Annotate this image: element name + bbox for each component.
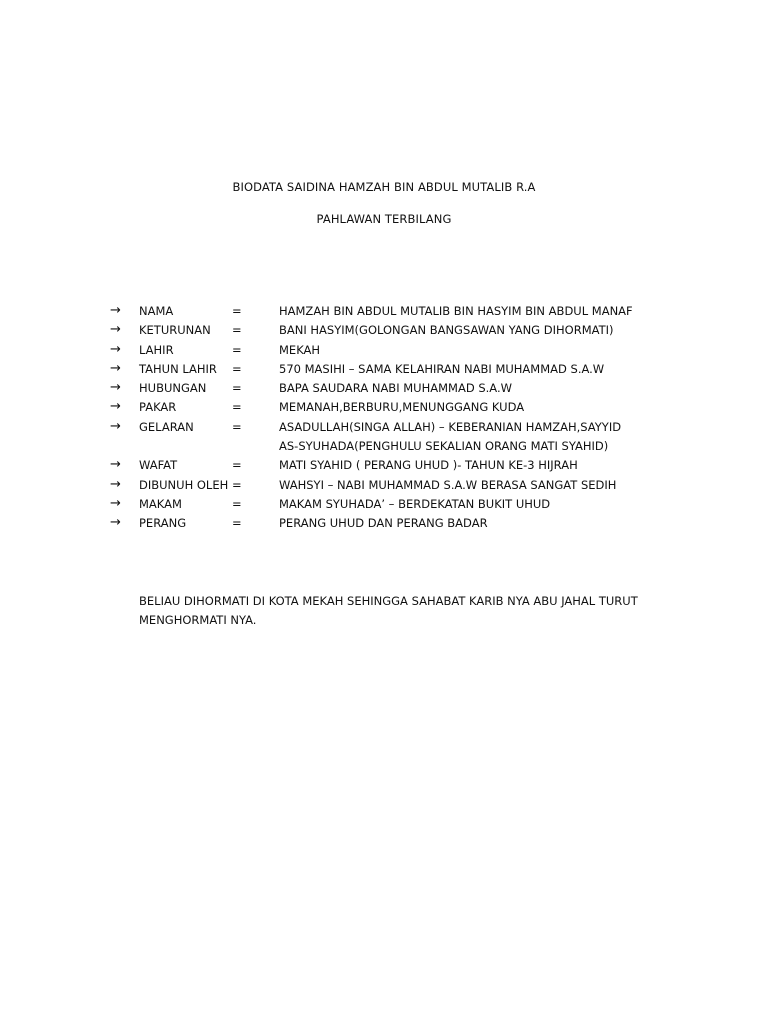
arrow-bullet-icon: →	[110, 418, 121, 434]
equals-sign: =	[232, 419, 242, 434]
biodata-value: BANI HASYIM(GOLONGAN BANGSAWAN YANG DIHORMATI)	[279, 323, 614, 338]
equals-sign: =	[232, 400, 242, 415]
arrow-bullet-icon: →	[110, 515, 121, 531]
biodata-value: MEMANAH,BERBURU,MENUNGGANG KUDA	[279, 400, 525, 415]
biodata-label: DIBUNUH OLEH	[139, 477, 229, 492]
document-subtitle: PAHLAWAN TERBILANG	[316, 212, 452, 226]
paragraph-line: BELIAU DIHORMATI DI KOTA MEKAH SEHINGGA SAHABAT KARIB NYA ABU JAHAL TURUT	[139, 594, 638, 608]
biodata-label: LAHIR	[139, 342, 174, 357]
closing-paragraph	[139, 592, 669, 630]
biodata-value: 570 MASIHI – SAMA KELAHIRAN NABI MUHAMMAD S.A.W	[279, 361, 605, 376]
biodata-row	[110, 381, 730, 400]
biodata-label: NAMA	[139, 304, 174, 318]
arrow-bullet-icon: →	[110, 380, 121, 396]
biodata-value: MAKAM SYUHADA’ – BERDEKATAN BUKIT UHUD	[279, 496, 551, 511]
document-title: BIODATA SAIDINA HAMZAH BIN ABDUL MUTALIB R.A	[232, 180, 536, 194]
biodata-label: GELARAN	[139, 419, 194, 434]
arrow-bullet-icon: →	[110, 399, 121, 415]
equals-sign: =	[232, 361, 242, 376]
biodata-row	[110, 343, 730, 362]
biodata-list	[110, 304, 730, 536]
biodata-value: MATI SYAHID ( PERANG UHUD )- TAHUN KE-3 HIJRAH	[279, 458, 578, 473]
equals-sign: =	[232, 342, 242, 357]
equals-sign: =	[232, 458, 242, 473]
biodata-value: BAPA SAUDARA NABI MUHAMMAD S.A.W	[279, 381, 512, 396]
arrow-bullet-icon: →	[110, 476, 121, 492]
equals-sign: =	[232, 381, 242, 396]
biodata-row	[110, 362, 730, 381]
equals-sign: =	[232, 304, 242, 318]
biodata-row	[110, 497, 730, 516]
biodata-row	[110, 516, 730, 535]
biodata-label: HUBUNGAN	[139, 381, 207, 396]
biodata-label: PAKAR	[139, 400, 177, 415]
biodata-value: WAHSYI – NABI MUHAMMAD S.A.W BERASA SANGAT SEDIH	[279, 477, 617, 492]
arrow-bullet-icon: →	[110, 457, 121, 473]
biodata-row	[110, 400, 730, 419]
biodata-value: ASADULLAH(SINGA ALLAH) – KEBERANIAN HAMZAH,SAYYID	[279, 419, 622, 434]
biodata-value: HAMZAH BIN ABDUL MUTALIB BIN HASYIM BIN ABDUL MANAF	[279, 304, 633, 318]
biodata-row	[110, 420, 730, 439]
biodata-value: AS-SYUHADA(PENGHULU SEKALIAN ORANG MATI SYAHID)	[279, 439, 609, 454]
biodata-label: PERANG	[139, 516, 187, 531]
equals-sign: =	[232, 323, 242, 338]
biodata-row-continuation	[110, 439, 730, 458]
arrow-bullet-icon: →	[110, 341, 121, 357]
equals-sign: =	[232, 516, 242, 531]
arrow-bullet-icon: →	[110, 495, 121, 511]
biodata-row	[110, 304, 730, 323]
equals-sign: =	[232, 477, 242, 492]
arrow-bullet-icon: →	[110, 360, 121, 376]
biodata-value: MEKAH	[279, 342, 321, 357]
biodata-row	[110, 478, 730, 497]
biodata-label: WAFAT	[139, 458, 178, 473]
biodata-row	[110, 323, 730, 342]
paragraph-line: MENGHORMATI NYA.	[139, 613, 257, 627]
biodata-row	[110, 458, 730, 477]
arrow-bullet-icon: →	[110, 322, 121, 338]
biodata-label: MAKAM	[139, 496, 182, 511]
equals-sign: =	[232, 496, 242, 511]
biodata-label: TAHUN LAHIR	[139, 361, 217, 376]
biodata-value: PERANG UHUD DAN PERANG BADAR	[279, 516, 488, 531]
arrow-bullet-icon: →	[110, 303, 121, 318]
biodata-label: KETURUNAN	[139, 323, 211, 338]
